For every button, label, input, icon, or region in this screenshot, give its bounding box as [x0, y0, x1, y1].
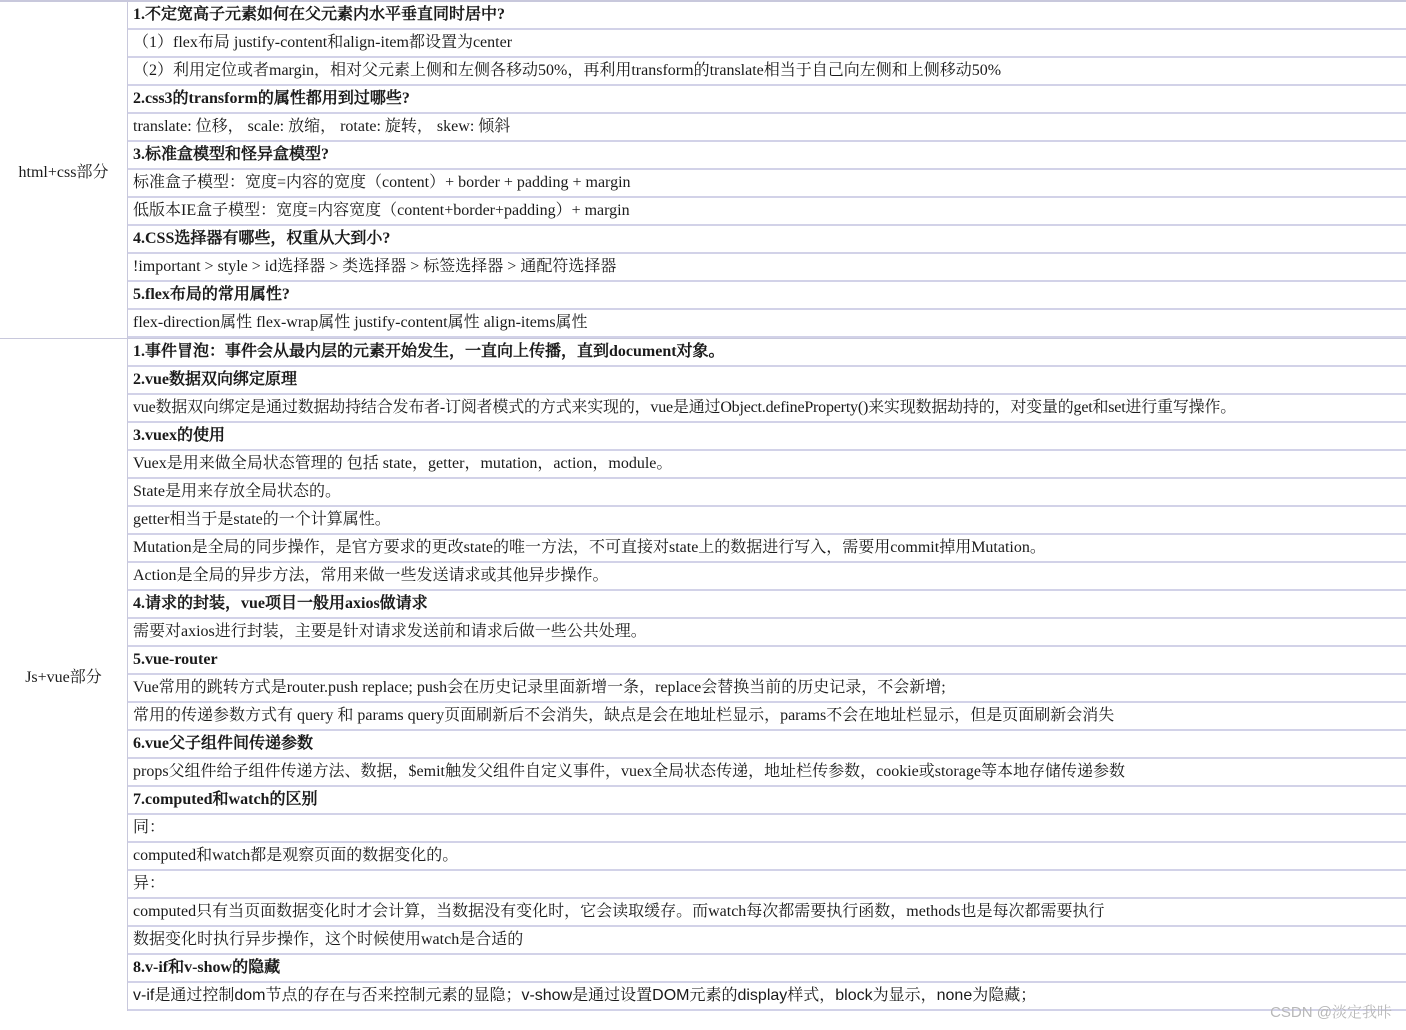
rows-html-css [128, 2, 1406, 338]
question-row: 1.不定宽高子元素如何在父元素内水平垂直同时居中? [128, 2, 1406, 30]
question-row: 6.vue父子组件间传递参数 [128, 731, 1406, 759]
section-html-css [0, 0, 1406, 338]
answer-row: !important > style > id选择器 > 类选择器 > 标签选择器 > 通配符选择器 [128, 254, 1406, 282]
question-row: 4.CSS选择器有哪些，权重从大到小? [128, 226, 1406, 254]
answer-row: props父组件给子组件传递方法、数据，$emit触发父组件自定义事件，vuex全局状态传递，地址栏传参数，cookie或storage等本地存储传递参数 [128, 759, 1406, 787]
answer-row: 数据变化时执行异步操作，这个时候使用watch是合适的 [128, 927, 1406, 955]
answer-row: translate: 位移， scale: 放缩， rotate: 旋转， skew: 倾斜 [128, 114, 1406, 142]
category-cell: Js+vue部分 [0, 339, 128, 1011]
question-row: 5.vue-router [128, 647, 1406, 675]
question-row: 3.标准盒模型和怪异盒模型? [128, 142, 1406, 170]
section-js-vue [0, 338, 1406, 1011]
question-row: 8.v-if和v-show的隐藏 [128, 955, 1406, 983]
answer-row: flex-direction属性 flex-wrap属性 justify-content属性 align-items属性 [128, 310, 1406, 338]
answer-row: computed只有当页面数据变化时才会计算，当数据没有变化时，它会读取缓存。而watch每次都需要执行函数，methods也是每次都需要执行 [128, 899, 1406, 927]
answer-row: Mutation是全局的同步操作，是官方要求的更改state的唯一方法，不可直接对state上的数据进行写入，需要用commit掉用Mutation。 [128, 535, 1406, 563]
answer-row: Vuex是用来做全局状态管理的 包括 state，getter，mutation，action，module。 [128, 451, 1406, 479]
answer-row: v-if是通过控制dom节点的存在与否来控制元素的显隐；v-show是通过设置DOM元素的display样式，block为显示，none为隐藏； [128, 983, 1406, 1011]
answer-row: 低版本IE盒子模型：宽度=内容宽度（content+border+padding）+ margin [128, 198, 1406, 226]
answer-row: 需要对axios进行封装，主要是针对请求发送前和请求后做一些公共处理。 [128, 619, 1406, 647]
question-row: 3.vuex的使用 [128, 423, 1406, 451]
answer-row: vue数据双向绑定是通过数据劫持结合发布者-订阅者模式的方式来实现的，vue是通过Object.defineProperty()来实现数据劫持的，对变量的get和set进行重写操作。 [128, 395, 1406, 423]
answer-row: 标准盒子模型：宽度=内容的宽度（content）+ border + padding + margin [128, 170, 1406, 198]
answer-row: 同： [128, 815, 1406, 843]
answer-row: 异： [128, 871, 1406, 899]
question-row: 4.请求的封装，vue项目一般用axios做请求 [128, 591, 1406, 619]
csdn-watermark: CSDN @淡定我咔 [1270, 1004, 1392, 1021]
answer-row: State是用来存放全局状态的。 [128, 479, 1406, 507]
question-row: 7.computed和watch的区别 [128, 787, 1406, 815]
question-row: 2.vue数据双向绑定原理 [128, 367, 1406, 395]
question-row: 1.事件冒泡：事件会从最内层的元素开始发生，一直向上传播，直到document对象。 [128, 339, 1406, 367]
answer-row: Action是全局的异步方法，常用来做一些发送请求或其他异步操作。 [128, 563, 1406, 591]
answer-row: computed和watch都是观察页面的数据变化的。 [128, 843, 1406, 871]
answer-row: （1）flex布局 justify-content和align-item都设置为center [128, 30, 1406, 58]
category-cell: html+css部分 [0, 2, 128, 338]
answer-row: getter相当于是state的一个计算属性。 [128, 507, 1406, 535]
answer-row: 常用的传递参数方式有 query 和 params query页面刷新后不会消失，缺点是会在地址栏显示，params不会在地址栏显示，但是页面刷新会消失 [128, 703, 1406, 731]
answer-row: Vue常用的跳转方式是router.push replace; push会在历史记录里面新增一条，replace会替换当前的历史记录，不会新增; [128, 675, 1406, 703]
question-row: 5.flex布局的常用属性? [128, 282, 1406, 310]
rows-js-vue [128, 339, 1406, 1011]
question-row: 2.css3的transform的属性都用到过哪些? [128, 86, 1406, 114]
answer-row: （2）利用定位或者margin，相对父元素上侧和左侧各移动50%，再利用transform的translate相当于自己向左侧和上侧移动50% [128, 58, 1406, 86]
